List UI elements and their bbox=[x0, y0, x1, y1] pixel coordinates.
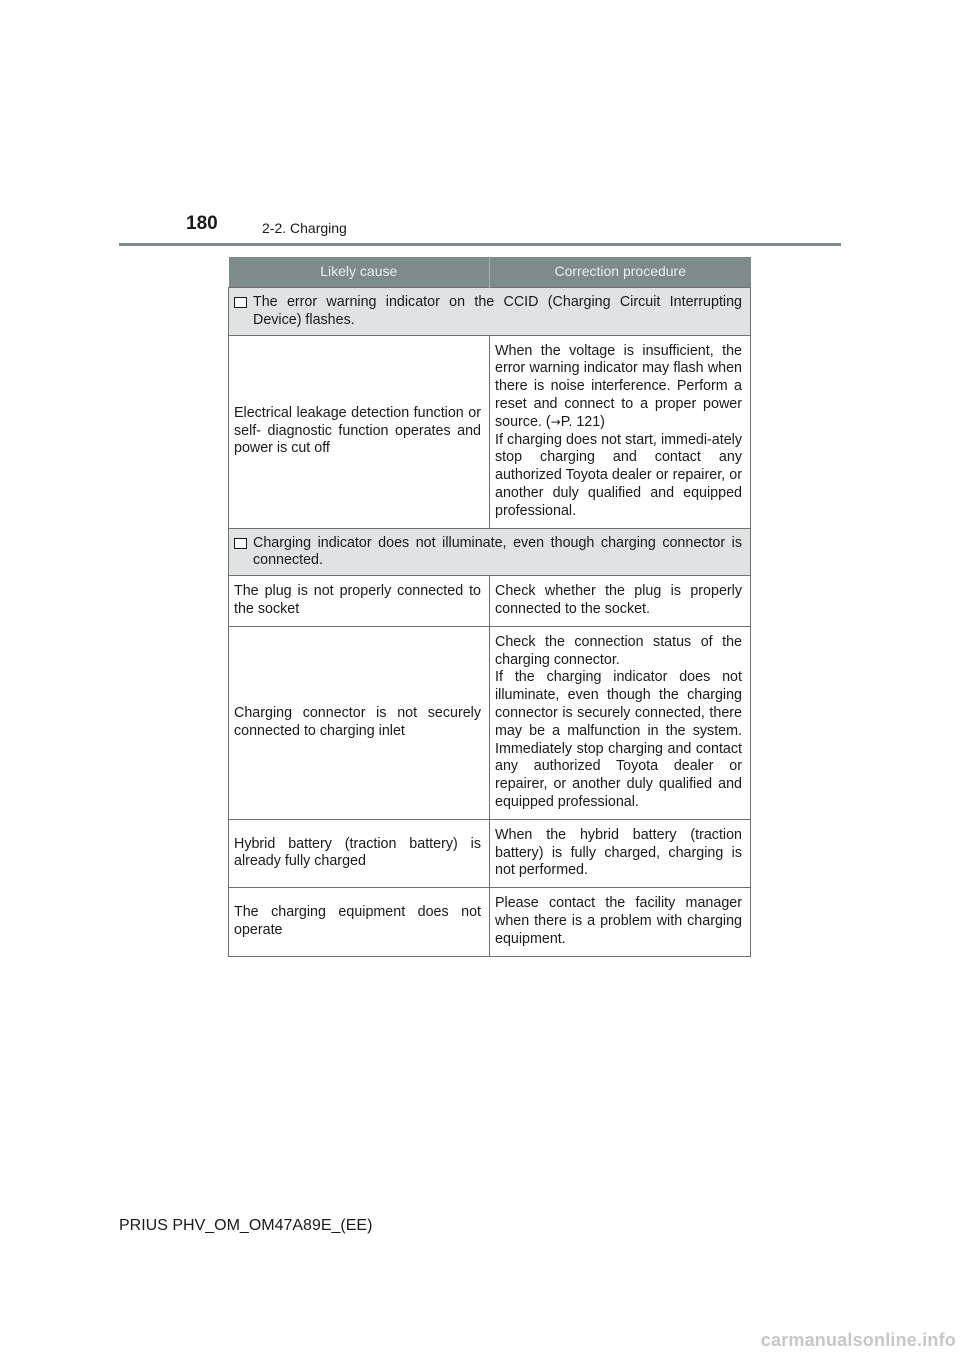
watermark: carmanualsonline.info bbox=[760, 1330, 956, 1350]
column-header-likely-cause: Likely cause bbox=[229, 257, 490, 288]
table-row bbox=[229, 888, 751, 956]
checkbox-icon bbox=[234, 538, 247, 549]
cause-cell: The charging equipment does not operate bbox=[229, 888, 490, 956]
procedure-text: Check the connection status of the charging connector. bbox=[495, 633, 742, 668]
procedure-cell: Check whether the plug is properly connected to the socket. bbox=[490, 576, 751, 627]
procedure-text: When the voltage is insufficient, the error warning indicator may flash when there is noise interference. Perform a reset and connect to a proper power source. ( bbox=[495, 342, 742, 430]
procedure-cell bbox=[490, 335, 751, 528]
group-header-row bbox=[229, 288, 751, 336]
manual-code: PRIUS PHV_OM_OM47A89E_(EE) bbox=[119, 1217, 373, 1234]
table-header-row bbox=[229, 257, 751, 288]
table-row bbox=[229, 335, 751, 528]
page-reference-link[interactable]: P. 121) bbox=[560, 413, 605, 430]
table-row bbox=[229, 576, 751, 627]
procedure-text: If charging does not start, immedi-ately stop charging and contact any authorized Toyota dealer or repairer, or another duly qualified and equipped professional. bbox=[495, 431, 742, 519]
procedure-cell bbox=[490, 626, 751, 819]
cause-cell: The plug is not properly connected to the socket bbox=[229, 576, 490, 627]
procedure-text: If the charging indicator does not illuminate, even though the charging connector is securely connected, there may be a malfunction in the system. Immediately stop charging and contact any authorized Toyota dealer or repairer, or another duly qualified and equipped professional. bbox=[495, 669, 742, 810]
procedure-cell: When the hybrid battery (traction battery) is fully charged, charging is not performed. bbox=[490, 819, 751, 887]
cause-cell: Electrical leakage detection function or self- diagnostic function operates and power is cut off bbox=[229, 335, 490, 528]
column-header-correction-procedure: Correction procedure bbox=[490, 257, 751, 288]
cause-cell: Hybrid battery (traction battery) is already fully charged bbox=[229, 819, 490, 887]
page-number: 180 bbox=[186, 213, 218, 234]
cause-cell: Charging connector is not securely connected to charging inlet bbox=[229, 626, 490, 819]
header-rule bbox=[119, 243, 841, 246]
procedure-cell: Please contact the facility manager when there is a problem with charging equipment. bbox=[490, 888, 751, 956]
checkbox-icon bbox=[234, 297, 247, 308]
arrow-right-icon: → bbox=[550, 414, 561, 429]
group-title: Charging indicator does not illuminate, even though charging connector is connected. bbox=[253, 534, 742, 569]
table-row bbox=[229, 626, 751, 819]
group-title: The error warning indicator on the CCID (Charging Circuit Interrupting Device) flashes. bbox=[253, 294, 742, 328]
table-row bbox=[229, 819, 751, 887]
section-title: 2-2. Charging bbox=[262, 220, 347, 236]
group-header-row bbox=[229, 528, 751, 576]
troubleshooting-table bbox=[228, 257, 751, 957]
